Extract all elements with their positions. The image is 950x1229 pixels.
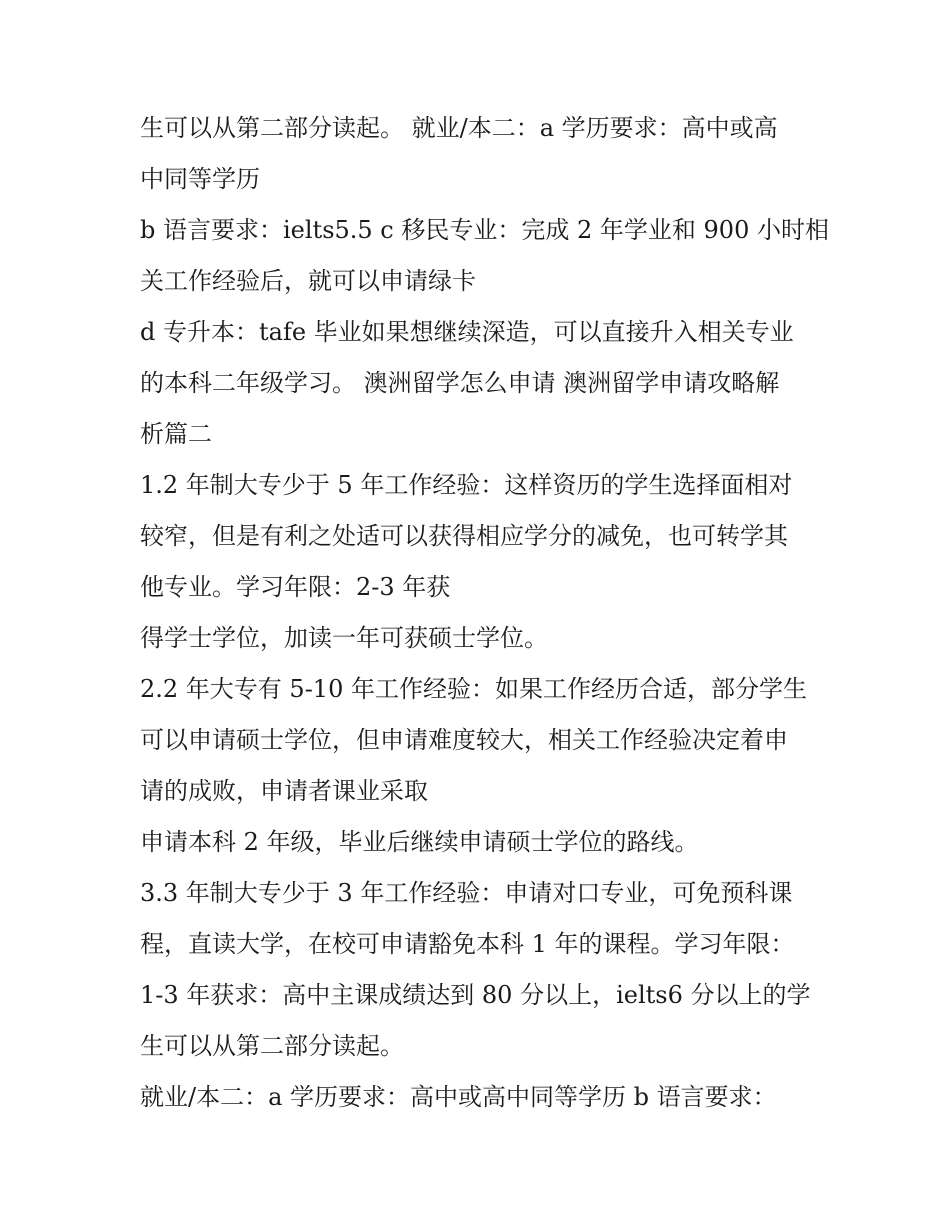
text-line: 较窄，但是有利之处适可以获得相应学分的减免，也可转学其 — [140, 522, 788, 550]
text-line: 就业/本二：a 学历要求：高中或高中同等学历 b 语言要求： — [140, 1083, 777, 1111]
paragraph-7 — [140, 817, 820, 868]
paragraph-2 — [140, 205, 829, 307]
text-line: 申请本科 2 年级，毕业后继续申请硕士学位的路线。 — [140, 828, 699, 856]
text-line: 1-3 年获求：高中主课成绩达到 80 分以上，ielts6 分以上的学 — [140, 981, 811, 1009]
text-line: 程，直读大学，在校可申请豁免本科 1 年的课程。学习年限： — [140, 930, 795, 958]
paragraph-6 — [140, 664, 820, 817]
paragraph-3 — [140, 307, 820, 460]
text-line: 的本科二年级学习。 澳洲留学怎么申请 澳洲留学申请攻略解 — [140, 369, 780, 397]
paragraph-5 — [140, 613, 820, 664]
text-line: b 语言要求：ielts5.5 c 移民专业：完成 2 年学业和 900 小时相 — [140, 216, 829, 244]
text-line: 生可以从第二部分读起。 就业/本二：a 学历要求：高中或高 — [140, 114, 778, 142]
text-line: 请的成败，申请者课业采取 — [140, 777, 428, 805]
paragraph-9 — [140, 1072, 820, 1123]
paragraph-1 — [140, 103, 820, 205]
text-line: 1.2 年制大专少于 5 年工作经验：这样资历的学生选择面相对 — [140, 471, 793, 499]
text-line: 析篇二 — [140, 420, 212, 448]
text-line: 2.2 年大专有 5-10 年工作经验：如果工作经历合适，部分学生 — [140, 675, 807, 703]
text-line: 可以申请硕士学位，但申请难度较大，相关工作经验决定着申 — [140, 726, 788, 754]
text-line: 关工作经验后，就可以申请绿卡 — [140, 267, 476, 295]
text-line: d 专升本：tafe 毕业如果想继续深造，可以直接升入相关专业 — [140, 318, 794, 346]
text-line: 中同等学历 — [140, 165, 260, 193]
text-line: 得学士学位，加读一年可获硕士学位。 — [140, 624, 548, 652]
text-line: 生可以从第二部分读起。 — [140, 1032, 404, 1060]
text-line: 3.3 年制大专少于 3 年工作经验：申请对口专业，可免预科课 — [140, 879, 793, 907]
paragraph-8 — [140, 868, 820, 1072]
paragraph-4 — [140, 460, 820, 613]
document-body — [140, 103, 829, 1123]
text-line: 他专业。学习年限：2-3 年获 — [140, 573, 451, 601]
